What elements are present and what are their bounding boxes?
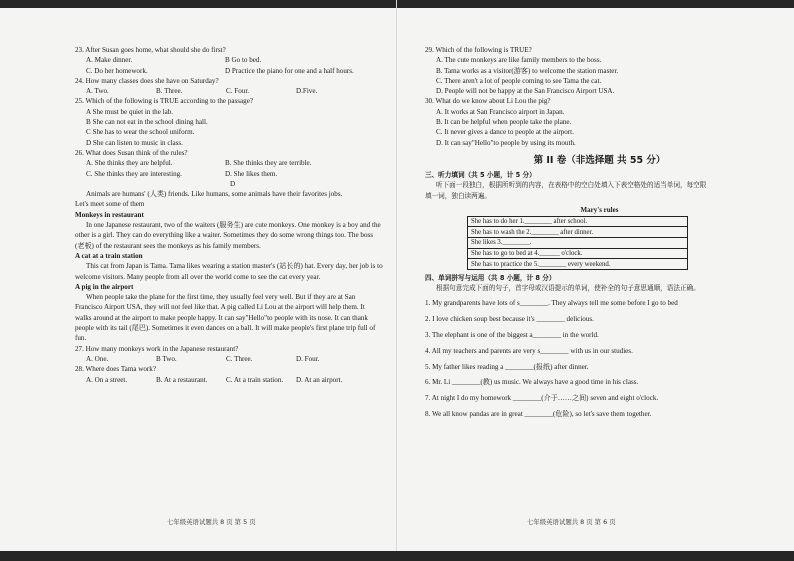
table-row [468, 216, 688, 227]
q23-stem: 23. After Susan goes home, what should she do first? [75, 46, 226, 54]
q28-stem: 28. Where does Tama work? [75, 365, 156, 374]
q25-option-a: A She must be quiet in the lab. [86, 107, 174, 116]
table-row [468, 259, 688, 270]
q24-stem: 24. How many classes does she have on Saturday? [75, 76, 219, 85]
q26-options-row2 [75, 169, 383, 179]
q23-option-c: C. Do her homework. [86, 66, 148, 75]
q30-option-c: C. It never gives a dance to people at the airport. [436, 128, 574, 137]
q26-option-a: A. She thinks they are helpful. [86, 159, 173, 168]
spelling-item-1: 1. My grandparents have lots of s________. They always tell me some before I go to bed [425, 299, 678, 308]
q28-options [75, 375, 383, 385]
q25-option-d: D She can listen to music in class. [86, 138, 183, 147]
left-page-footer: 七年级英语试题共 8 页 第 5 页 [167, 518, 256, 526]
q29-option-d: D. People will not be happy at the San Francisco Airport USA. [436, 87, 615, 96]
part3-instruction-1: 听下面一段独白，根据所听到的内容，在表格中的空白处填入下表空格处的适当单词，每空限 [436, 181, 707, 190]
q26-stem: 26. What does Susan think of the rules? [75, 148, 188, 157]
section-2-title: 第 II 卷（非选择题 共 55 分） [533, 154, 666, 166]
spelling-item-4: 4. All my teachers and parents are very s________ with us in our studies. [425, 346, 633, 355]
q24-option-a: A. Two. [86, 87, 109, 96]
passage-heading-pig: A pig in the airport [75, 282, 134, 291]
passage-heading-cat: A cat at a train station [75, 251, 143, 260]
passage-para-monkeys: In one Japanese restaurant, two of the waiters (服务生) are cute monkeys. One monkey is a boy and the other is a girl. They can do everything like a waiter. Sometimes they do some wrong things too. The boss (老板) of the restaurant sees the monkeys as his family members. [75, 221, 381, 250]
part3-heading: 三、听力填词（共 5 小题，计 5 分） [425, 170, 536, 179]
part4-heading: 四、单词拼写与运用（共 8 小题，计 8 分） [425, 273, 556, 282]
right-page-footer: 七年级英语试题共 8 页 第 6 页 [527, 518, 616, 526]
q25-option-c: C She has to wear the school uniform. [86, 128, 195, 137]
scan-bottom-edge [0, 551, 794, 561]
q24-option-c: C. Four. [226, 87, 250, 96]
rule-row-3: She likes 3.________. [468, 238, 688, 249]
q23-option-b: B Go to bed. [225, 56, 262, 65]
q28-option-a: A. On a street. [86, 375, 128, 384]
q29-option-c: C. There aren't a lot of people coming to see Tama the cat. [436, 76, 602, 85]
q29-option-a: A. The cute monkeys are like family members to the boss. [436, 56, 602, 65]
q28-option-b: B. At a restaurant. [156, 375, 208, 384]
table-row [468, 227, 688, 238]
table-row [468, 248, 688, 259]
passage-intro: Animals are humans' (人类) friends. Like humans, some animals have their favorites jobs. [86, 190, 343, 199]
passage-para-cat: This cat from Japan is Tama. Tama likes wearing a station master's (站长的) hat. Every day, her job is to welcome visitors. Many people from all over the world come to see the cat every year. [75, 262, 383, 281]
part4-instruction: 根据句意完成下面的句子，首字母或汉语提示的单词，使补全的句子意思通顺，语法正确。 [436, 284, 700, 293]
right-page [397, 0, 794, 561]
q30-option-a: A. It works at San Francisco airport in Japan. [436, 107, 565, 116]
q29-stem: 29. Which of the following is TRUE? [425, 46, 532, 54]
q24-option-b: B. Three. [156, 87, 183, 96]
q27-options [75, 354, 383, 364]
part3-instruction-2: 填一词，独白读两遍。 [425, 191, 491, 200]
q28-option-c: C. At a train station. [226, 375, 284, 384]
spelling-item-8: 8. We all know pandas are in great ________(危险), so let's save them together. [425, 410, 652, 418]
q26-option-c: C. She thinks they are interesting. [86, 169, 182, 178]
passage-para-pig: When people take the plane for the first time, they usually feel very well. But if they are at San Francisco Airport USA, they will not feel like that. A pig called Li Lou at the airport will help them. It walks around at the airport to make people happy. It can say"Hello"to people with its nose. It can thank people with its tail (尾巴). Sometimes it even dances on a ball. It will make people's first plane trip full of fun. [75, 293, 376, 343]
q27-option-b: B Two. [156, 354, 177, 363]
spelling-item-3: 3. The elephant is one of the biggest a________ in the world. [425, 331, 599, 340]
q27-option-c: C. Three. [226, 354, 253, 363]
q26-options-row1 [75, 158, 383, 168]
q25-stem: 25. Which of the following is TRUE according to the passage? [75, 97, 254, 106]
q27-stem: 27. How many monkeys work in the Japanese restaurant? [75, 344, 239, 353]
q30-stem: 30. What do we know about Li Lou the pig? [425, 97, 551, 106]
q24-options [75, 86, 383, 96]
q28-option-d: D. At an airport. [296, 375, 343, 384]
q27-option-d: D. Four. [296, 354, 320, 363]
rule-row-1: She has to do her 1.________ after school. [468, 216, 688, 227]
q26-option-b: B. She thinks they are terrible. [225, 159, 312, 168]
part-letter: D [230, 179, 236, 188]
rules-table-title: Mary's rules [580, 205, 619, 214]
q29-option-b: B. Tama works as a visitor(游客) to welcome the station master. [436, 66, 619, 75]
rule-row-4: She has to go to bed at 4.______ o'clock. [468, 248, 688, 259]
q25-option-b: B She can not eat in the school dining hall. [86, 118, 208, 127]
spelling-item-2: 2. I love chicken soup best because it's ________ delicious. [425, 315, 594, 324]
rule-row-2: She has to wash the 2.________ after dinner. [468, 227, 688, 238]
q23-option-d: D Practice the piano for one and a half hours. [225, 66, 354, 75]
q30-option-b: B. It can be helpful when people take the plane. [436, 118, 572, 127]
q26-option-d: D. She likes them. [225, 169, 278, 178]
rules-table [467, 216, 688, 270]
q23-options-row1 [75, 55, 383, 65]
passage-meet: Let's meet some of them [75, 200, 145, 209]
table-row [468, 238, 688, 249]
q23-option-a: A. Make dinner. [86, 56, 133, 65]
q23-options-row2 [75, 66, 383, 76]
rule-row-5: She has to practice the 5.________ every weekend. [468, 259, 688, 270]
spelling-item-6: 6. Mr. Li ________(教) us music. We always have a good time in his class. [425, 378, 639, 387]
spelling-item-5: 5. My father likes reading a ________(报纸) after dinner. [425, 362, 589, 371]
q24-option-d: D.Five. [296, 87, 318, 96]
q27-option-a: A. One. [86, 354, 109, 363]
q30-option-d: D. It can say"Hello"to people by using its mouth. [436, 138, 576, 147]
passage-heading-monkeys: Monkeys in restaurant [75, 210, 144, 219]
spelling-item-7: 7. At night I do my homework ________(介于……之间) seven and eight o'clock. [425, 394, 659, 403]
